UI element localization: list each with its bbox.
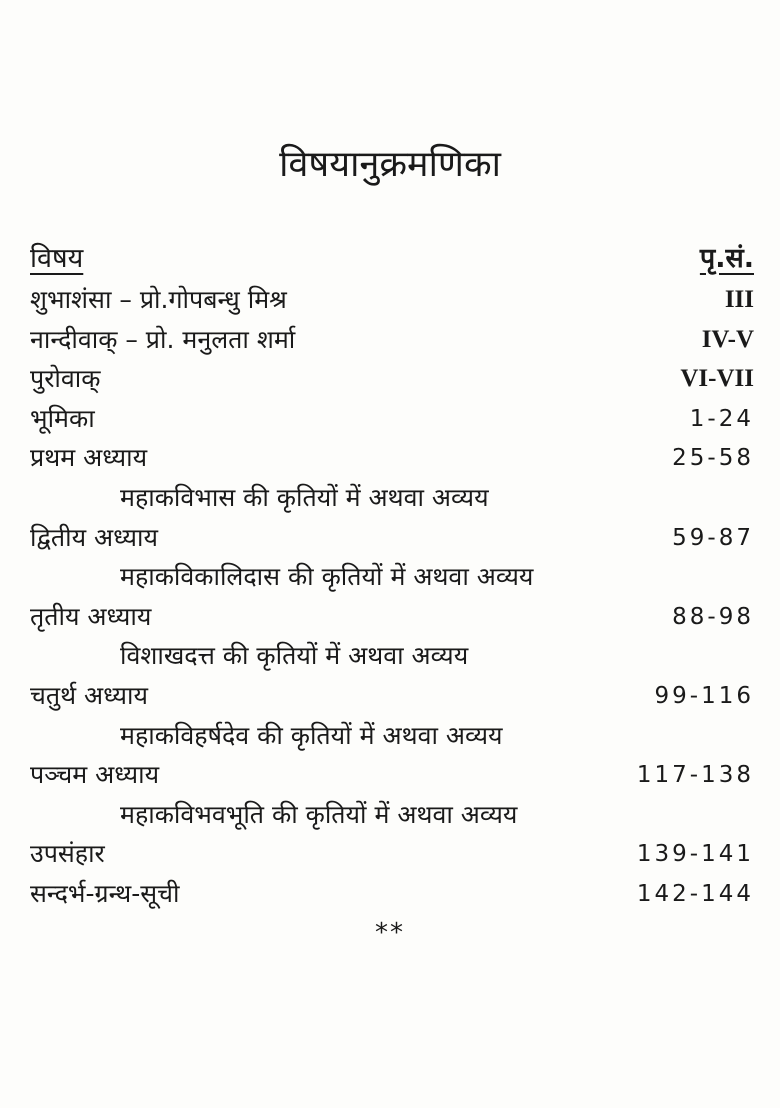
toc-entry [30, 874, 754, 914]
toc-subentry [30, 557, 754, 597]
toc-page-number: IV-V [701, 325, 754, 353]
toc-entry-title: पञ्चम अध्याय [30, 760, 160, 790]
end-ornament: ** [375, 918, 405, 948]
toc-page-number: 88-98 [672, 603, 754, 630]
toc-entry [30, 359, 754, 399]
toc-entry [30, 399, 754, 439]
toc-entry-title: भूमिका [30, 403, 95, 433]
toc-entry-title: विशाखदत्त की कृतियों में अथवा अव्यय [120, 641, 469, 671]
toc-page-number: 117-138 [636, 762, 754, 789]
toc-entry-title: महाकविकालिदास की कृतियों में अथवा अव्यय [120, 562, 534, 592]
toc-page-number: 99-116 [654, 683, 754, 709]
page-number-column-header: पृ.सं. [699, 243, 754, 274]
toc-subentry [30, 478, 754, 518]
toc-page-number: 1-24 [689, 405, 754, 432]
toc-entry-title: शुभाशंसा – प्रो.गोपबन्धु मिश्र [30, 285, 287, 314]
toc-entry-title: चतुर्थ अध्याय [30, 681, 149, 710]
toc-entry-title: नान्दीवाक् – प्रो. मनुलता शर्मा [30, 324, 296, 354]
toc-page-number: 59-87 [672, 524, 754, 551]
toc-entry-title: तृतीय अध्याय [30, 601, 152, 631]
toc-entry-title: महाकविहर्षदेव की कृतियों में अथवा अव्यय [120, 720, 503, 750]
toc-entry-title: सन्दर्भ-ग्रन्थ-सूची [30, 879, 180, 908]
toc-entry-title: महाकविभास की कृतियों में अथवा अव्यय [120, 483, 489, 512]
toc-entry [30, 676, 754, 716]
toc-entry [30, 597, 754, 637]
toc-entry [30, 280, 754, 320]
toc-page-number: 25-58 [672, 445, 754, 472]
toc-entry-title: उपसंहार [30, 839, 105, 869]
toc-entry [30, 834, 754, 874]
subject-column-header: विषय [30, 243, 84, 274]
toc-entry [30, 518, 754, 558]
page-title: विषयानुक्रमणिका [279, 144, 501, 185]
toc-entry [30, 320, 754, 360]
toc-page-number: 139-141 [636, 841, 754, 868]
toc-entry-title: पुरोवाक् [30, 364, 101, 394]
toc-entry-title: द्वितीय अध्याय [30, 522, 158, 552]
toc-entry [30, 438, 754, 478]
toc-entry-title: महाकविभवभूति की कृतियों में अथवा अव्यय [120, 799, 518, 829]
toc-page-number: VI-VII [680, 365, 754, 393]
toc-subentry [30, 636, 754, 676]
toc-entry-title: प्रथम अध्याय [30, 443, 148, 473]
toc-entry [30, 755, 754, 795]
toc-page-number: 142-144 [636, 881, 754, 907]
toc-subentry [30, 716, 754, 756]
toc-page-number: III [724, 286, 754, 313]
toc-subentry [30, 795, 754, 835]
